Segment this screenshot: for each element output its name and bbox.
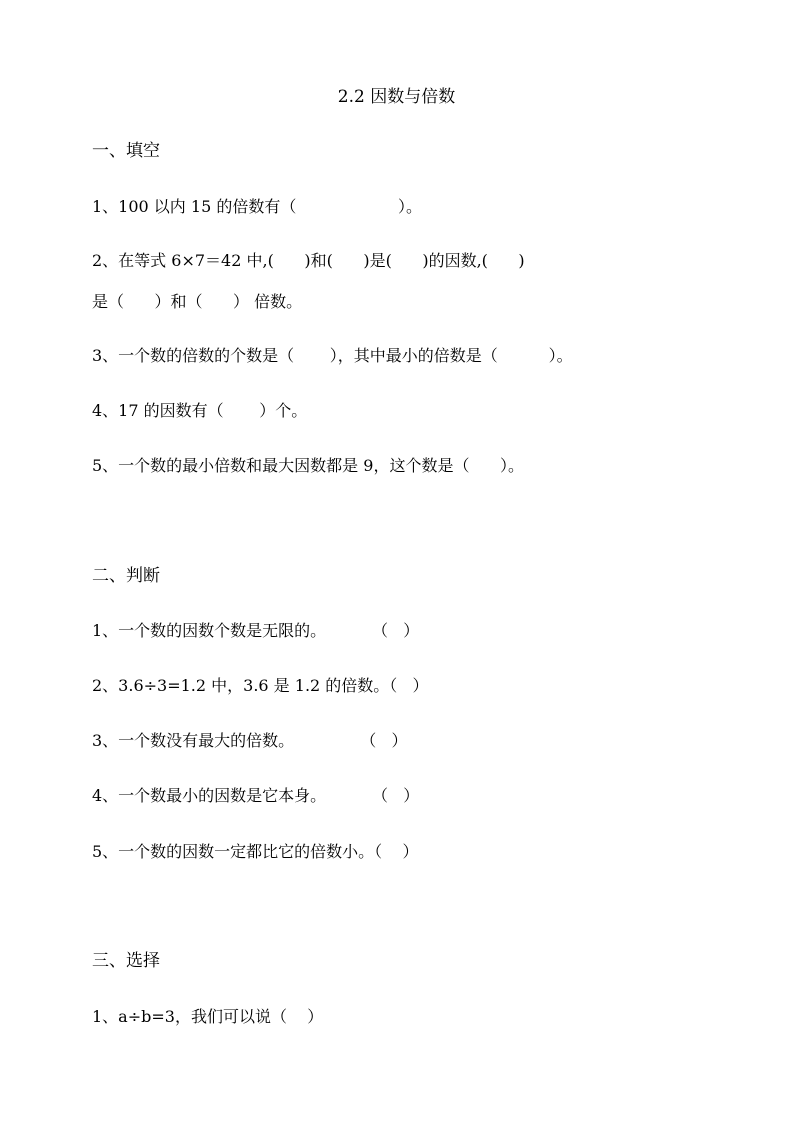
fill-blank-question-3: 3、一个数的倍数的个数是（ ），其中最小的倍数是（ ）。 [92,346,573,365]
true-false-question-4: 4、一个数最小的因数是它本身。 （ ） [92,786,420,805]
multiple-choice-question-1: 1、a÷b=3，我们可以说（ ） [92,1007,324,1026]
fill-blank-question-5: 5、一个数的最小倍数和最大因数都是 9，这个数是（ ）。 [92,456,524,475]
true-false-question-5: 5、一个数的因数一定都比它的倍数小。（ ） [92,842,419,861]
true-false-question-2: 2、3.6÷3=1.2 中，3.6 是 1.2 的倍数。（ ） [92,676,429,695]
fill-blank-question-2: 2、在等式 6×7＝42 中,( )和( )是( )的因数,( ) [92,251,525,270]
true-false-question-1: 1、一个数的因数个数是无限的。 （ ） [92,621,420,640]
section-heading-true-false: 二、判断 [92,566,160,586]
fill-blank-question-4: 4、17 的因数有（ ）个。 [92,401,308,420]
section-heading-multiple-choice: 三、选择 [92,951,160,971]
section-heading-fill-blank: 一、填空 [92,141,160,161]
page-title: 2.2 因数与倍数 [337,87,456,107]
fill-blank-question-1: 1、100 以内 15 的倍数有（ ）。 [92,197,423,216]
fill-blank-question-2-continued: 是（ ）和（ ） 倍数。 [92,292,303,311]
true-false-question-3: 3、一个数没有最大的倍数。 （ ） [92,731,408,750]
